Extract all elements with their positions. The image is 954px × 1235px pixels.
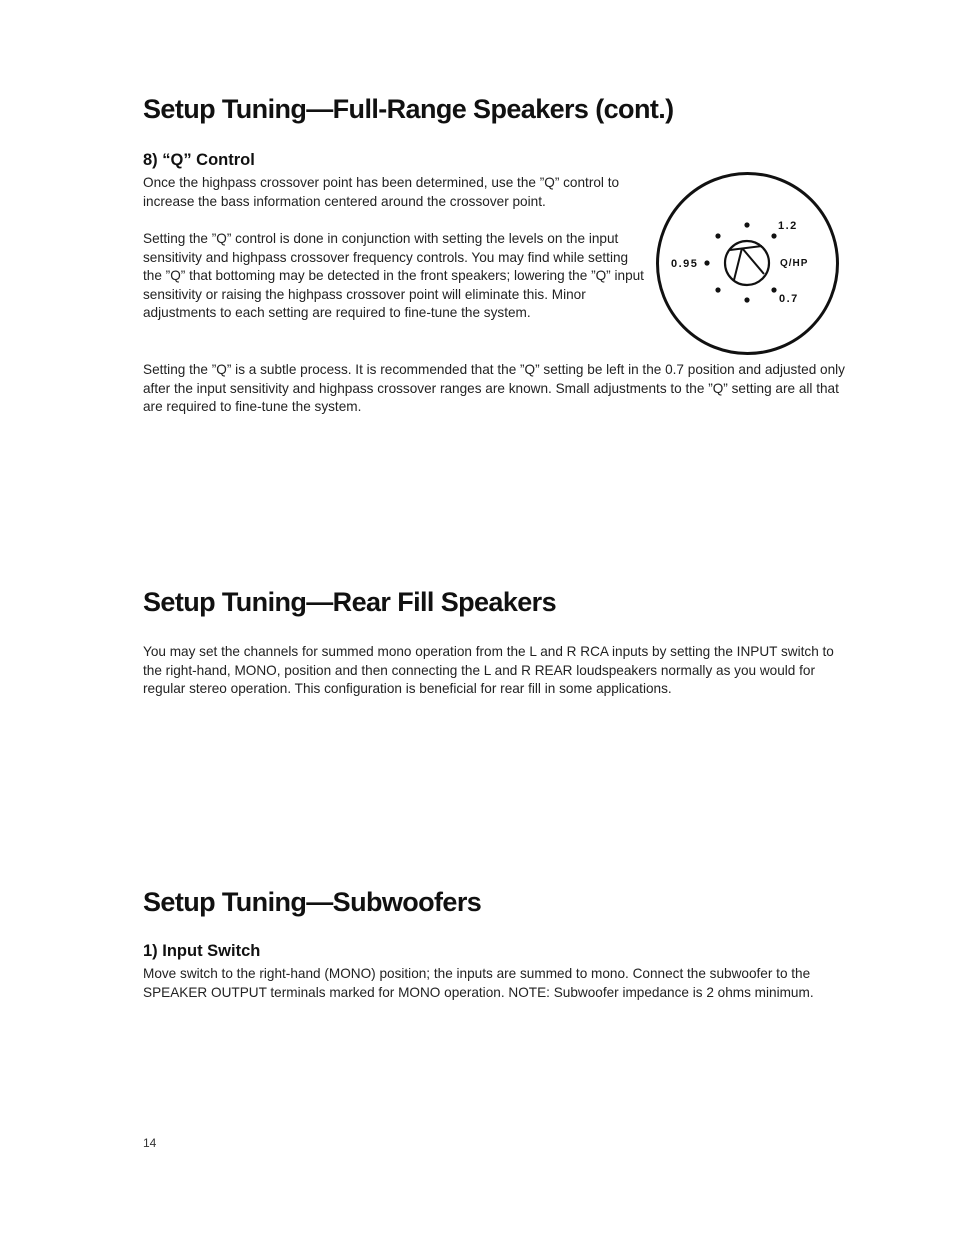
dial-tick-dot — [704, 260, 709, 265]
section-title-full-range: Setup Tuning—Full-Range Speakers (cont.) — [143, 94, 674, 124]
dial-tick-dot — [715, 233, 720, 238]
page-number: 14 — [143, 1136, 157, 1150]
subheading-input-switch: 1) Input Switch — [143, 942, 261, 960]
dial-tick-dot — [715, 287, 720, 292]
q-control-paragraph-2: Setting the ”Q” control is done in conjunction with setting the levels on the input sensitivity and highpass crossover frequency controls. You may find while setting the ”Q” that bottoming may be detected in the front speakers; lowering the ”Q” input sensitivity or raising the highpass crossover point will eliminate this. Minor adjustments to each setting are required to fine-tune the system. — [143, 231, 644, 321]
dial-label-name: Q/HP — [780, 258, 809, 269]
dial-tick-dot — [744, 222, 749, 227]
dial-tick-dot — [771, 233, 776, 238]
dial-label-low: 0.7 — [779, 293, 799, 305]
q-control-paragraph-1: Once the highpass crossover point has been determined, use the ”Q” control to increase the bass information centered around the crossover point. — [143, 175, 620, 209]
dial-label-max: 1.2 — [778, 220, 798, 232]
q-control-paragraph-3: Setting the ”Q” is a subtle process. It is recommended that the ”Q” setting be left in the 0.7 position and adjusted only after the input sensitivity and highpass crossover ranges are known. Small adjustments to the ”Q” setting are all that are required to fine-tune the system. — [143, 362, 845, 415]
section-title-subwoofers: Setup Tuning—Subwoofers — [143, 887, 482, 917]
dial-tick-dot — [771, 287, 776, 292]
rear-fill-paragraph: You may set the channels for summed mono operation from the L and R RCA inputs by setting the INPUT switch to the right-hand, MONO, position and then connecting the L and R REAR loudspeakers normally as you would for regular stereo operation. This configuration is beneficial for rear fill in some applications. — [143, 644, 834, 697]
section-title-rear-fill: Setup Tuning—Rear Fill Speakers — [143, 587, 556, 617]
input-switch-paragraph: Move switch to the right-hand (MONO) position; the inputs are summed to mono. Connect the subwoofer to the SPEAKER OUTPUT terminals marked for MONO operation. NOTE: Subwoofer impedance is 2 ohms minimum. — [143, 966, 814, 1000]
dial-tick-dot — [744, 297, 749, 302]
subheading-q-control: 8) “Q” Control — [143, 151, 255, 169]
q-control-dial-illustration — [654, 170, 841, 357]
dial-label-min: 0.95 — [671, 258, 699, 270]
